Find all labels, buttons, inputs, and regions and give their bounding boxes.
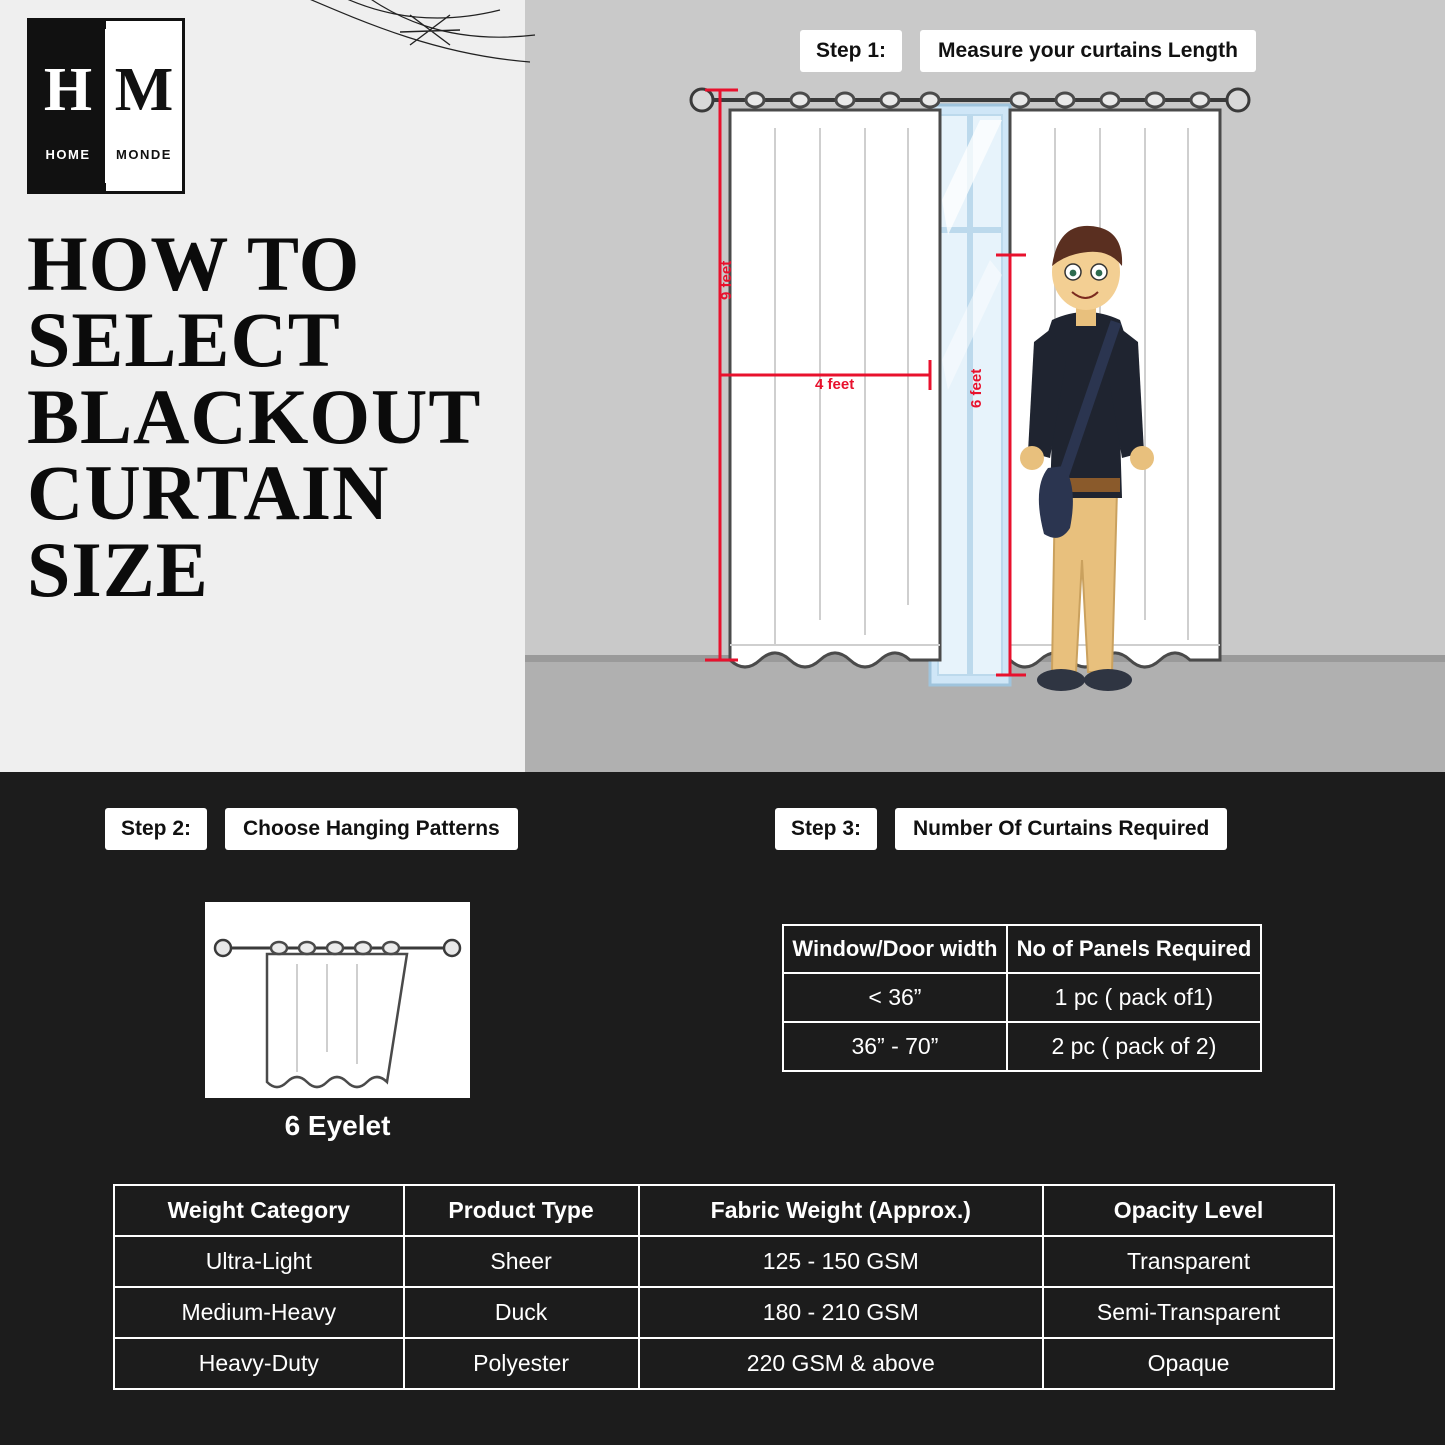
weight-cell-product-1: Sheer [404, 1236, 639, 1287]
weight-cell-gsm-3: 220 GSM & above [639, 1338, 1044, 1389]
step2-header [105, 808, 518, 850]
table-row [783, 973, 1261, 1022]
weight-cell-opacity-3: Opaque [1043, 1338, 1334, 1389]
step3-title: Number Of Curtains Required [895, 808, 1227, 850]
logo-letter-h: H [43, 55, 93, 124]
panels-header-count: No of Panels Required [1007, 925, 1261, 973]
weight-header-category: Weight Category [114, 1185, 404, 1236]
logo-right-half [106, 21, 182, 191]
title-line-3: BLACKOUT [27, 372, 482, 460]
title-line-2: SELECT [27, 296, 341, 384]
weight-cell-gsm-2: 180 - 210 GSM [639, 1287, 1044, 1338]
weight-cell-category-1: Ultra-Light [114, 1236, 404, 1287]
fabric-weight-table [113, 1184, 1335, 1390]
table-row [114, 1236, 1334, 1287]
table-header-row [114, 1185, 1334, 1236]
page-title [27, 220, 497, 613]
step3-header [775, 808, 1227, 850]
step1-title: Measure your curtains Length [920, 30, 1256, 72]
panels-required-table [782, 924, 1262, 1072]
title-line-5: SIZE [27, 525, 209, 613]
weight-cell-gsm-1: 125 - 150 GSM [639, 1236, 1044, 1287]
weight-header-opacity: Opacity Level [1043, 1185, 1334, 1236]
width-measure-label: 4 feet [815, 376, 855, 393]
panels-cell-count-2: 2 pc ( pack of 2) [1007, 1022, 1261, 1071]
panels-cell-width-1: < 36” [783, 973, 1007, 1022]
panels-cell-count-1: 1 pc ( pack of1) [1007, 973, 1261, 1022]
logo-letter-m: M [114, 55, 174, 124]
bottom-section [0, 772, 1445, 1445]
step2-title: Choose Hanging Patterns [225, 808, 518, 850]
table-header-row [783, 925, 1261, 973]
weight-cell-opacity-1: Transparent [1043, 1236, 1334, 1287]
weight-cell-category-3: Heavy-Duty [114, 1338, 404, 1389]
height-measure-label: 9 feet [718, 260, 735, 300]
eyelet-caption: 6 Eyelet [284, 1110, 391, 1141]
step2-badge: Step 2: [105, 808, 207, 850]
step3-badge: Step 3: [775, 808, 877, 850]
table-row [114, 1287, 1334, 1338]
weight-cell-opacity-2: Semi-Transparent [1043, 1287, 1334, 1338]
table-row [114, 1338, 1334, 1389]
scribble-decoration [300, 0, 560, 110]
weight-header-product: Product Type [404, 1185, 639, 1236]
weight-cell-product-3: Polyester [404, 1338, 639, 1389]
logo-word-home: HOME [45, 146, 91, 162]
table-row [783, 1022, 1261, 1071]
window-measure-label: 6 feet [968, 368, 985, 408]
brand-logo [27, 18, 185, 194]
weight-header-fabric-weight: Fabric Weight (Approx.) [639, 1185, 1044, 1236]
weight-cell-product-2: Duck [404, 1287, 639, 1338]
panels-cell-width-2: 36” - 70” [783, 1022, 1007, 1071]
title-line-1: HOW TO [27, 220, 361, 307]
step1-badge: Step 1: [800, 30, 902, 72]
panels-header-width: Window/Door width [783, 925, 1007, 973]
eyelet-curtain-illustration [205, 902, 470, 1098]
weight-cell-category-2: Medium-Heavy [114, 1287, 404, 1338]
logo-word-monde: MONDE [116, 146, 172, 162]
logo-left-half [30, 21, 106, 191]
logo-divider [105, 29, 107, 183]
title-line-4: CURTAIN [27, 449, 390, 537]
